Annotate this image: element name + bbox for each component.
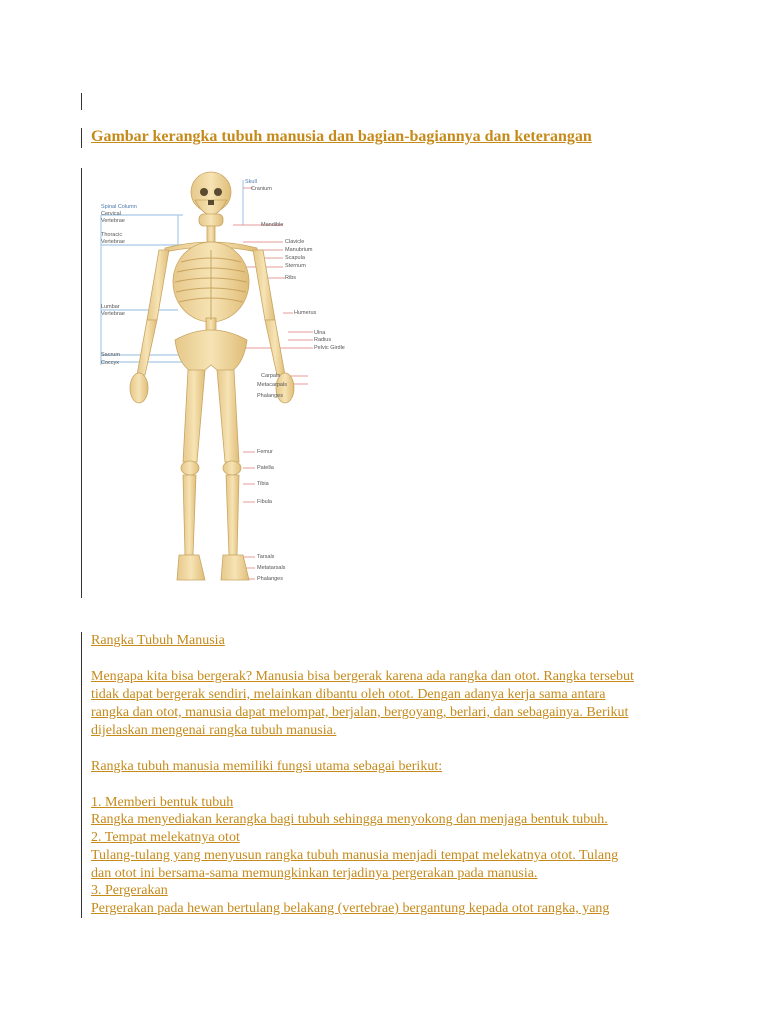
label-cranium: Cranium (251, 186, 272, 192)
label-femur: Femur (257, 449, 273, 455)
label-vertebrae-t: Vertebrae (101, 239, 125, 245)
label-carpals: Carpals (261, 373, 280, 379)
margin-bar (81, 93, 82, 110)
label-phalanges-hand: Phalanges (257, 393, 283, 399)
paragraph-line[interactable]: tidak dapat bergerak sendiri, melainkan dibantu oleh otot. Dengan adanya kerja sama antara (91, 687, 606, 702)
section-heading-link[interactable]: Rangka Tubuh Manusia (91, 633, 225, 648)
label-spinal-column: Spinal Column (101, 204, 137, 210)
label-tarsals: Tarsals (257, 554, 275, 560)
label-pelvic-girdle: Pelvic Girdle (314, 345, 345, 351)
label-vertebrae-l: Vertebrae (101, 311, 125, 317)
skeleton-diagram-icon (93, 170, 363, 590)
margin-bar (81, 128, 82, 148)
label-sternum: Sternum (285, 263, 306, 269)
list-item-title[interactable]: 1. Memberi bentuk tubuh (91, 795, 234, 810)
paragraph-line[interactable]: dijelaskan mengenai rangka tubuh manusia. (91, 723, 337, 738)
label-patella: Patella (257, 465, 274, 471)
list-item-text[interactable]: dan otot ini bersama-sama memungkinkan terjadinya pergerakan pada manusia. (91, 866, 538, 881)
label-cervical: Cervical (101, 211, 121, 217)
margin-bar (81, 632, 82, 918)
intro-line[interactable]: Rangka tubuh manusia memiliki fungsi utama sebagai berikut: (91, 759, 443, 774)
label-scapula: Scapula (285, 255, 305, 261)
label-humerus: Humerus (294, 310, 317, 316)
label-coccyx: Coccyx (101, 360, 120, 366)
label-vertebrae-c: Vertebrae (101, 218, 125, 224)
label-thoracic: Thoracic (101, 232, 123, 238)
label-metatarsals: Metatarsals (257, 565, 286, 571)
label-clavicle: Clavicle (285, 239, 305, 245)
margin-bar (81, 168, 82, 598)
label-ulna: Ulna (314, 330, 326, 336)
label-sacrum: Sacrum (101, 352, 120, 358)
label-mandible: Mandible (261, 222, 284, 228)
paragraph-line[interactable]: Mengapa kita bisa bergerak? Manusia bisa bergerak karena ada rangka dan otot. Rangka tersebut (91, 669, 634, 684)
list-item-text[interactable]: Pergerakan pada hewan bertulang belakang (vertebrae) bergantung kepada otot rangka, yang (91, 901, 610, 916)
label-lumbar: Lumbar (101, 304, 120, 310)
list-item-text[interactable]: Rangka menyediakan kerangka bagi tubuh sehingga menyokong dan menjaga bentuk tubuh. (91, 812, 608, 827)
paragraph-line[interactable]: rangka dan otot, manusia dapat melompat, berjalan, bergoyang, berlari, dan sebagainya. Berikut (91, 705, 629, 720)
list-item-title[interactable]: 2. Tempat melekatnya otot (91, 830, 240, 845)
label-fibula: Fibula (257, 499, 272, 505)
label-manubrium: Manubrium (285, 247, 313, 253)
label-radius: Radius (314, 337, 332, 343)
document-title-link[interactable]: Gambar kerangka tubuh manusia dan bagian-bagiannya dan keterangan (91, 128, 592, 145)
list-item-title[interactable]: 3. Pergerakan (91, 883, 168, 898)
label-skull: Skull (245, 179, 257, 185)
label-ribs: Ribs (285, 275, 297, 281)
label-metacarpals: Metacarpals (257, 382, 287, 388)
label-phalanges-foot: Phalanges (257, 576, 283, 582)
list-item-text[interactable]: Tulang-tulang yang menyusun rangka tubuh manusia menjadi tempat melekatnya otot. Tulang (91, 848, 619, 863)
label-tibia: Tibia (257, 481, 269, 487)
